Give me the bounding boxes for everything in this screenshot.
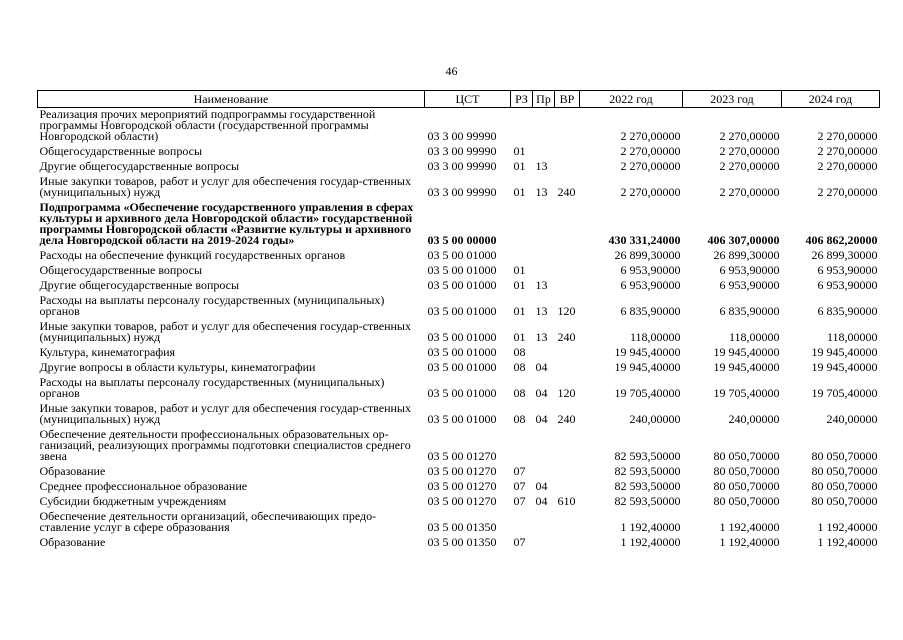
cell-cst: 03 3 00 99990 — [427, 159, 497, 173]
header-vr: ВР — [555, 91, 580, 108]
cell-cst: 03 5 00 01270 — [427, 449, 497, 463]
table-row — [38, 465, 880, 480]
table-row — [38, 249, 880, 264]
cell-rz — [511, 249, 533, 264]
cell-name: Обеспечение деятельности организаций, обеспечивающих предо-ставление услуг в сфере образования — [39, 509, 377, 534]
cell-rz: 08 — [513, 345, 526, 359]
cell-y2024: 26 899,30000 — [811, 248, 878, 262]
cell-rz — [511, 108, 533, 146]
cell-name: Другие общегосударственные вопросы — [39, 278, 240, 292]
cell-pr: 04 — [535, 494, 548, 508]
cell-y2022: 19 705,40000 — [614, 386, 681, 400]
cell-y2024: 80 050,70000 — [811, 494, 878, 508]
cell-rz: 01 — [513, 304, 526, 318]
table-row — [38, 160, 880, 175]
cell-y2024: 19 705,40000 — [811, 386, 878, 400]
cell-name: Общегосударственные вопросы — [39, 263, 203, 277]
cell-pr: 13 — [535, 304, 548, 318]
table-row — [38, 145, 880, 160]
cell-y2023: 118,00000 — [728, 330, 780, 344]
cell-y2022: 19 945,40000 — [614, 360, 681, 374]
cell-vr — [555, 428, 580, 465]
cell-cst: 03 5 00 01000 — [427, 330, 497, 344]
cell-name: Расходы на выплаты персоналу государственных (муниципальных) органов — [39, 293, 385, 318]
cell-name: Другие общегосударственные вопросы — [39, 159, 240, 173]
cell-y2023: 2 270,00000 — [719, 185, 780, 199]
table-body — [38, 108, 880, 552]
cell-y2023: 80 050,70000 — [713, 479, 780, 493]
cell-y2023: 406 307,00000 — [707, 233, 780, 247]
cell-vr — [555, 264, 580, 279]
cell-pr: 13 — [535, 185, 548, 199]
cell-rz: 01 — [513, 144, 526, 158]
cell-pr: 04 — [535, 412, 548, 426]
cell-pr — [533, 201, 555, 249]
table-row — [38, 279, 880, 294]
cell-name: Образование — [39, 464, 106, 478]
cell-cst: 03 5 00 01000 — [427, 345, 497, 359]
cell-name: Иные закупки товаров, работ и услуг для обеспечения государ-ственных (муниципальных) нужд — [39, 401, 411, 426]
cell-y2023: 19 705,40000 — [713, 386, 780, 400]
table-header-row — [38, 91, 880, 108]
cell-y2023: 6 835,90000 — [719, 304, 780, 318]
cell-rz: 01 — [513, 159, 526, 173]
cell-y2024: 6 953,90000 — [817, 263, 878, 277]
cell-y2022: 430 331,24000 — [608, 233, 681, 247]
cell-vr — [555, 346, 580, 361]
cell-y2024: 2 270,00000 — [817, 185, 878, 199]
cell-y2022: 2 270,00000 — [620, 185, 681, 199]
cell-pr — [533, 536, 555, 551]
cell-pr: 04 — [535, 386, 548, 400]
cell-y2023: 240,00000 — [728, 412, 780, 426]
header-name: Наименование — [38, 91, 425, 108]
cell-rz: 07 — [513, 479, 526, 493]
cell-vr — [555, 465, 580, 480]
cell-name: Расходы на выплаты персоналу государственных (муниципальных) органов — [39, 375, 385, 400]
cell-y2023: 80 050,70000 — [713, 449, 780, 463]
cell-name: Расходы на обеспечение функций государственных органов — [39, 248, 346, 262]
cell-cst: 03 3 00 99990 — [427, 185, 497, 199]
cell-y2022: 19 945,40000 — [614, 345, 681, 359]
cell-pr: 04 — [535, 360, 548, 374]
cell-y2024: 80 050,70000 — [811, 464, 878, 478]
cell-vr — [555, 536, 580, 551]
table-row — [38, 320, 880, 346]
cell-y2024: 406 862,20000 — [805, 233, 878, 247]
table-row — [38, 361, 880, 376]
cell-cst: 03 5 00 01270 — [427, 494, 497, 508]
cell-y2024: 19 945,40000 — [811, 360, 878, 374]
cell-y2022: 82 593,50000 — [614, 494, 681, 508]
cell-y2023: 1 192,40000 — [719, 520, 780, 534]
table-row — [38, 480, 880, 495]
cell-y2024: 1 192,40000 — [817, 520, 878, 534]
cell-y2024: 118,00000 — [826, 330, 878, 344]
cell-vr: 240 — [557, 185, 576, 199]
cell-cst: 03 5 00 01000 — [427, 278, 497, 292]
table-row — [38, 495, 880, 510]
cell-y2023: 6 953,90000 — [719, 263, 780, 277]
cell-rz: 08 — [513, 360, 526, 374]
cell-rz: 01 — [513, 330, 526, 344]
table-row — [38, 175, 880, 201]
cell-vr: 240 — [557, 412, 576, 426]
cell-pr: 13 — [535, 159, 548, 173]
cell-vr — [555, 160, 580, 175]
cell-rz: 07 — [513, 464, 526, 478]
cell-name: Иные закупки товаров, работ и услуг для обеспечения государ-ственных (муниципальных) нужд — [39, 174, 411, 199]
cell-pr — [533, 465, 555, 480]
cell-y2024: 2 270,00000 — [817, 129, 878, 143]
cell-name: Другие вопросы в области культуры, кинематографии — [39, 360, 316, 374]
cell-name: Общегосударственные вопросы — [39, 144, 203, 158]
cell-rz: 01 — [513, 278, 526, 292]
cell-y2022: 82 593,50000 — [614, 464, 681, 478]
cell-rz: 08 — [513, 412, 526, 426]
cell-vr — [555, 480, 580, 495]
cell-name: Образование — [39, 535, 106, 549]
cell-rz: 07 — [513, 535, 526, 549]
cell-y2024: 80 050,70000 — [811, 479, 878, 493]
cell-cst: 03 5 00 01000 — [427, 412, 497, 426]
cell-y2022: 82 593,50000 — [614, 479, 681, 493]
cell-pr — [533, 428, 555, 465]
cell-cst: 03 5 00 01000 — [427, 360, 497, 374]
cell-y2023: 2 270,00000 — [719, 159, 780, 173]
cell-rz — [511, 428, 533, 465]
cell-y2024: 2 270,00000 — [817, 159, 878, 173]
cell-name: Реализация прочих мероприятий подпрограммы государственной программы Новгородской области (государственной программы Новгородской области) — [39, 107, 376, 143]
table-row — [38, 510, 880, 536]
cell-y2024: 1 192,40000 — [817, 535, 878, 549]
cell-y2023: 2 270,00000 — [719, 129, 780, 143]
cell-y2024: 80 050,70000 — [811, 449, 878, 463]
cell-y2022: 6 953,90000 — [620, 278, 681, 292]
cell-cst: 03 5 00 00000 — [427, 233, 497, 247]
cell-rz: 08 — [513, 386, 526, 400]
table-row — [38, 376, 880, 402]
cell-vr — [555, 279, 580, 294]
cell-y2023: 19 945,40000 — [713, 345, 780, 359]
cell-vr: 240 — [557, 330, 576, 344]
cell-y2022: 6 953,90000 — [620, 263, 681, 277]
cell-y2023: 1 192,40000 — [719, 535, 780, 549]
cell-vr — [555, 201, 580, 249]
cell-name: Субсидии бюджетным учреждениям — [39, 494, 227, 508]
cell-cst: 03 5 00 01270 — [427, 479, 497, 493]
cell-name: Среднее профессиональное образование — [39, 479, 248, 493]
cell-pr: 13 — [535, 278, 548, 292]
cell-rz: 07 — [513, 494, 526, 508]
cell-vr — [555, 145, 580, 160]
cell-y2022: 82 593,50000 — [614, 449, 681, 463]
cell-cst: 03 5 00 01000 — [427, 386, 497, 400]
table-row — [38, 201, 880, 249]
cell-y2023: 6 953,90000 — [719, 278, 780, 292]
table-row — [38, 536, 880, 551]
cell-y2024: 240,00000 — [826, 412, 878, 426]
cell-pr — [533, 346, 555, 361]
cell-y2024: 2 270,00000 — [817, 144, 878, 158]
table-row — [38, 264, 880, 279]
header-2023: 2023 год — [683, 91, 782, 108]
cell-name: Обеспечение деятельности профессиональных образовательных ор-ганизаций, реализующих программы подготовки специалистов среднего звена — [39, 427, 411, 463]
cell-vr — [555, 249, 580, 264]
cell-pr: 04 — [535, 479, 548, 493]
cell-vr — [555, 108, 580, 146]
cell-y2022: 6 835,90000 — [620, 304, 681, 318]
cell-y2022: 240,00000 — [629, 412, 681, 426]
cell-rz: 01 — [513, 263, 526, 277]
cell-pr — [533, 108, 555, 146]
cell-y2022: 118,00000 — [629, 330, 681, 344]
cell-y2024: 19 945,40000 — [811, 345, 878, 359]
header-2022: 2022 год — [580, 91, 683, 108]
cell-rz — [511, 201, 533, 249]
cell-vr: 120 — [557, 304, 576, 318]
cell-y2023: 2 270,00000 — [719, 144, 780, 158]
cell-vr — [555, 510, 580, 536]
budget-table — [37, 90, 880, 551]
header-pr: Пр — [533, 91, 555, 108]
cell-pr — [533, 264, 555, 279]
cell-cst: 03 3 00 99990 — [427, 129, 497, 143]
cell-y2023: 80 050,70000 — [713, 464, 780, 478]
cell-y2022: 2 270,00000 — [620, 159, 681, 173]
cell-y2022: 26 899,30000 — [614, 248, 681, 262]
cell-cst: 03 5 00 01270 — [427, 464, 497, 478]
cell-pr — [533, 145, 555, 160]
cell-y2022: 1 192,40000 — [620, 535, 681, 549]
table-row — [38, 108, 880, 146]
cell-y2023: 26 899,30000 — [713, 248, 780, 262]
cell-cst: 03 5 00 01000 — [427, 248, 497, 262]
cell-name: Подпрограмма «Обеспечение государственного управления в сферах культуры и архивного дела Новгородской области» государственной программы Новгородской области «Развитие культуры и архивного дела Новгородской области на 2019-2024 годы» — [39, 200, 414, 247]
cell-y2023: 19 945,40000 — [713, 360, 780, 374]
cell-cst: 03 5 00 01350 — [427, 520, 497, 534]
cell-y2022: 2 270,00000 — [620, 144, 681, 158]
header-rz: РЗ — [511, 91, 533, 108]
cell-cst: 03 3 00 99990 — [427, 144, 497, 158]
cell-y2024: 6 835,90000 — [817, 304, 878, 318]
cell-vr: 120 — [557, 386, 576, 400]
cell-y2023: 80 050,70000 — [713, 494, 780, 508]
cell-rz: 01 — [513, 185, 526, 199]
header-2024: 2024 год — [782, 91, 880, 108]
cell-name: Иные закупки товаров, работ и услуг для обеспечения государ-ственных (муниципальных) нужд — [39, 319, 411, 344]
cell-rz — [511, 510, 533, 536]
cell-pr: 13 — [535, 330, 548, 344]
cell-y2022: 2 270,00000 — [620, 129, 681, 143]
table-row — [38, 402, 880, 428]
table-row — [38, 294, 880, 320]
cell-vr: 610 — [557, 494, 576, 508]
cell-y2022: 1 192,40000 — [620, 520, 681, 534]
cell-cst: 03 5 00 01000 — [427, 304, 497, 318]
cell-y2024: 6 953,90000 — [817, 278, 878, 292]
cell-vr — [555, 361, 580, 376]
cell-pr — [533, 510, 555, 536]
table-row — [38, 428, 880, 465]
cell-pr — [533, 249, 555, 264]
table-row — [38, 346, 880, 361]
cell-cst: 03 5 00 01350 — [427, 535, 497, 549]
cell-name: Культура, кинематография — [39, 345, 176, 359]
cell-cst: 03 5 00 01000 — [427, 263, 497, 277]
page-number: 46 — [445, 64, 458, 78]
header-cst: ЦСТ — [425, 91, 511, 108]
